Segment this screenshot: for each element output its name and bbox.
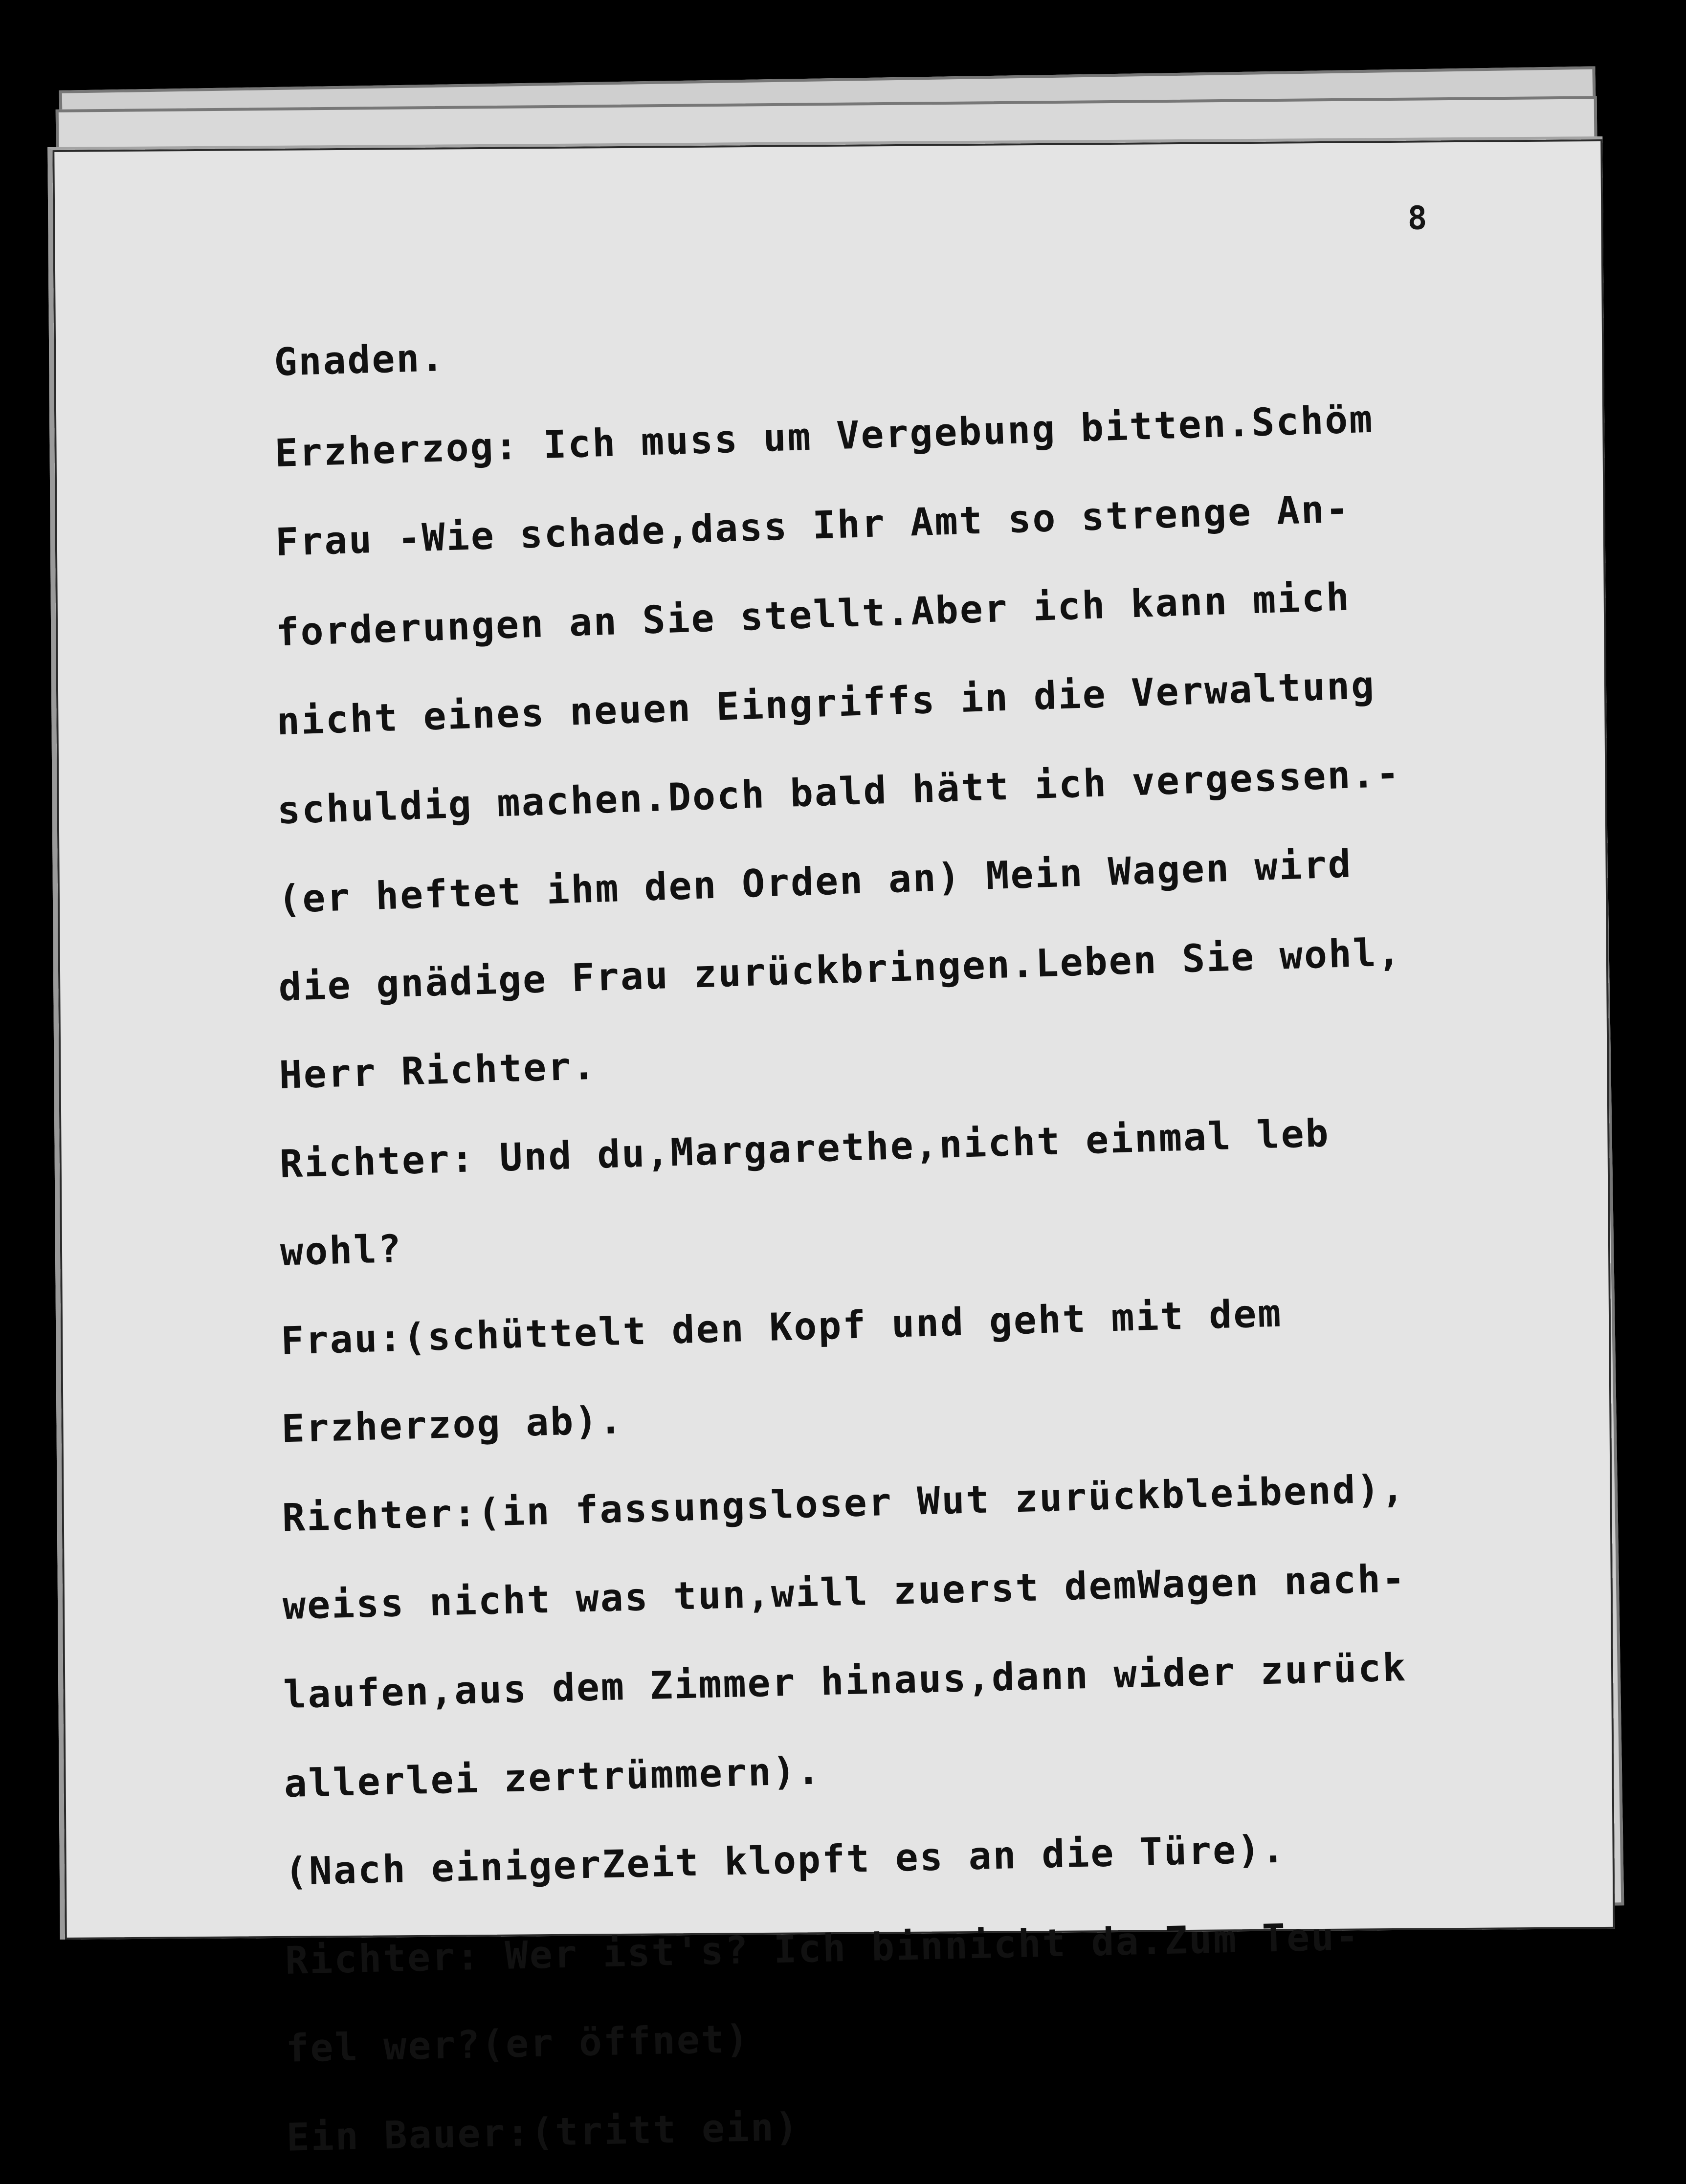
text-line: fel wer?(er öffnet) — [285, 2017, 751, 2071]
text-line: forderungen an Sie stellt.Aber ich kann mich — [275, 575, 1352, 655]
text-line: weiss nicht was tun,will zuerst demWagen nach- — [282, 1557, 1407, 1629]
text-line: nicht eines neuen Eingriffs in die Verwaltung — [276, 663, 1376, 744]
text-line: (Nach einigerZeit klopft es an die Türe). — [284, 1827, 1287, 1894]
page-number: 8 — [1407, 199, 1427, 237]
text-line: Frau:(schüttelt den Kopf und geht mit dem — [280, 1291, 1283, 1364]
text-line: Ein Bauer:(tritt ein) — [286, 2105, 800, 2160]
typescript-body — [274, 296, 1539, 2174]
text-line: Gnaden. — [273, 335, 446, 385]
text-line: laufen,aus dem Zimmer hinaus,dann wider zurück — [283, 1646, 1408, 1718]
text-line: Richter: Und du,Margarethe,nicht einmal leb — [279, 1111, 1331, 1187]
text-line: Richter: Wer ist's? Ich binnicht da.Zum Teu- — [285, 1915, 1361, 1983]
text-line: allerlei zertrümmern). — [283, 1749, 822, 1807]
text-line: Herr Richter. — [278, 1044, 598, 1098]
typewritten-page — [47, 136, 1615, 2160]
text-line: wohl? — [280, 1227, 403, 1275]
text-line: die gnädige Frau zurückbringen.Leben Sie wohl, — [278, 930, 1403, 1010]
text-line: Frau -Wie schade,dass Ihr Amt so strenge An- — [274, 487, 1351, 565]
text-line: (er heftet ihm den Orden an) Mein Wagen wird — [277, 842, 1353, 922]
text-line: Erzherzog ab). — [281, 1398, 624, 1452]
text-line: schuldig machen.Doch bald hätt ich vergessen.- — [276, 751, 1401, 833]
text-line: Erzherzog: Ich muss um Vergebung bitten.Schöm — [274, 397, 1375, 476]
text-line: Richter:(in fassungsloser Wut zurückbleibend), — [281, 1467, 1406, 1541]
